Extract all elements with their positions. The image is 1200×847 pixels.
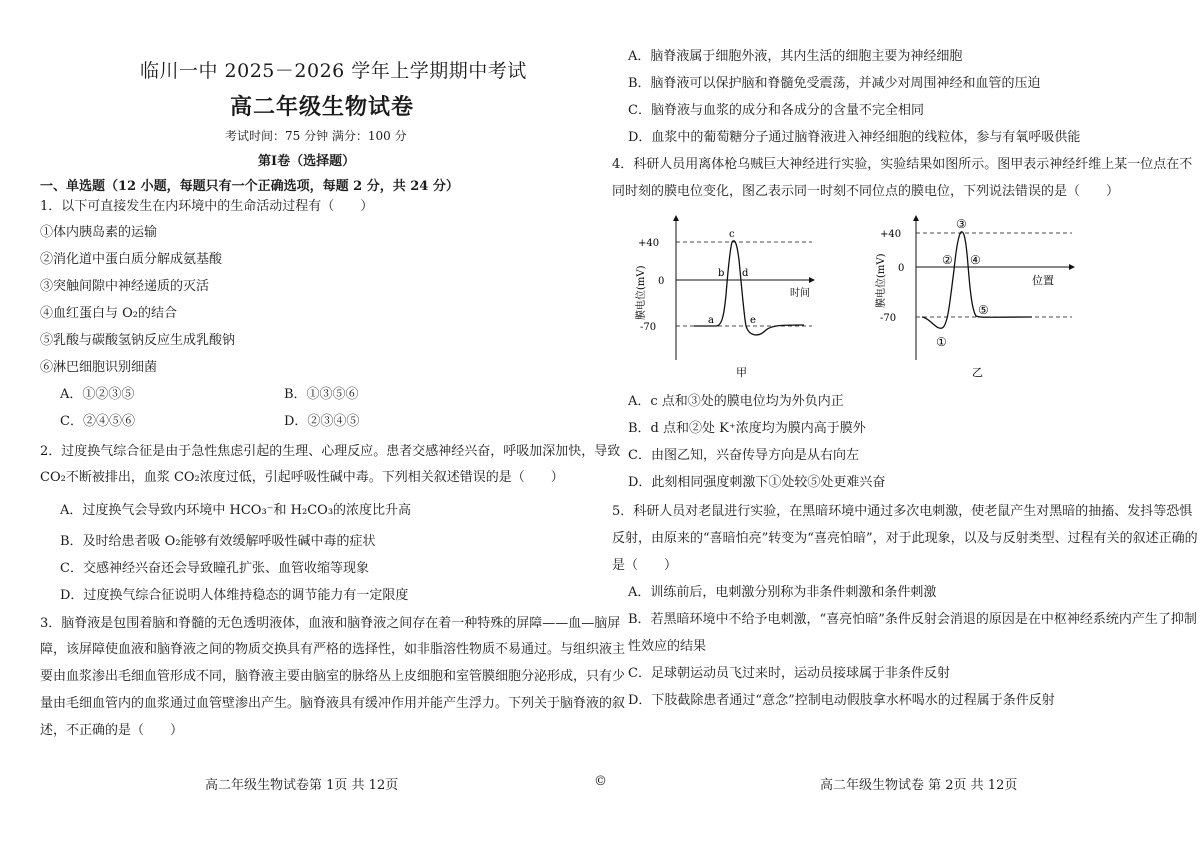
jia-ylabel: 膜电位(mV) (636, 265, 647, 320)
exam-title: 临川一中 2025－2026 学年上学期期中考试 (140, 60, 527, 82)
q4-option-a: A．c 点和③处的膜电位均为外负内正 (628, 394, 844, 409)
q3-stem-line: 要由血浆渗出毛细血管形成不同，脑脊液主要由脑室的脉络丛上皮细胞和室管膜细胞分泌形成，只有少 (40, 669, 626, 684)
q1-option-c: C．②④⑤⑥ (60, 414, 135, 429)
jia-point-e: e (750, 315, 756, 326)
section-heading: 一、单选题（12 小题，每题只有一个正确选项，每题 2 分，共 24 分） (40, 179, 459, 194)
q3-stem-line: 3．脑脊液是包围着脑和脊髓的无色透明液体，血液和脑脊液之间存在着一种特殊的屏障——血—脑屏 (40, 616, 621, 631)
jia-xlabel: 时间 (790, 288, 810, 299)
q1-item: ③突触间隙中神经递质的灭活 (40, 279, 210, 294)
q3-option-a: A．脑脊液属于细胞外液，其内生活的细胞主要为神经细胞 (628, 49, 963, 64)
q1-item: ⑤乳酸与碳酸氢钠反应生成乳酸钠 (40, 333, 236, 348)
figure-jia (632, 210, 832, 380)
right-column (612, 0, 1198, 847)
q2-option-d: D．过度换气综合征说明人体维持稳态的调节能力有一定限度 (60, 588, 409, 603)
q4-stem-line: 同时刻的膜电位变化，图乙表示同一时刻不同位点的膜电位，下列说法错误的是（ ） (612, 184, 1120, 199)
q5-stem-line: 反射，由原来的“喜暗怕亮”转变为“喜亮怕暗”，对于此现象，以及与反射类型、过程有关的叙述正确的 (612, 531, 1198, 546)
q3-stem-line: 量由毛细血管内的血浆通过血管壁渗出产生。脑脊液具有缓冲作用并能产生浮力。下列关于脑脊液的叙 (40, 696, 626, 711)
q5-stem-line: 是（ ） (612, 558, 678, 573)
jia-point-a: a (708, 315, 714, 326)
jia-point-d: d (742, 268, 749, 279)
part-heading: 第Ⅰ卷（选择题） (258, 154, 356, 169)
q5-option-d: D．下肢截除患者通过“意念”控制电动假肢拿水杯喝水的过程属于条件反射 (628, 693, 1055, 708)
jia-point-b: b (718, 268, 725, 279)
q5-stem-line: 5．科研人员对老鼠进行实验，在黑暗环境中通过多次电刺激，使老鼠产生对黑暗的抽搐、发抖等恐惧 (612, 504, 1193, 519)
q3-option-d: D．血浆中的葡萄糖分子通过脑脊液进入神经细胞的线粒体，参与有氧呼吸供能 (628, 130, 1081, 145)
q2-stem-line: CO₂不断被排出，血浆 CO₂浓度过低，引起呼吸性碱中毒。下列相关叙述错误的是（ ） (40, 470, 564, 485)
q1-item: ⑥淋巴细胞识别细菌 (40, 360, 158, 375)
footer-center: © (594, 774, 607, 789)
q5-option-b: B．若黑暗环境中不给予电刺激，“喜亮怕暗”条件反射会消退的原因是在中枢神经系统内产生了抑制 (628, 612, 1197, 627)
q5-option-a: A．训练前后，电刺激分别称为非条件刺激和条件刺激 (628, 585, 937, 600)
q2-option-b: B．及时给患者吸 O₂能够有效缓解呼吸性碱中毒的症状 (60, 534, 376, 549)
q3-stem-line: 述，不正确的是（ ） (40, 723, 184, 738)
q4-option-c: C．由图乙知，兴奋传导方向是从右向左 (628, 448, 859, 463)
q4-option-b: B．d 点和②处 K⁺浓度均为膜内高于膜外 (628, 421, 866, 436)
q1-stem: 1．以下可直接发生在内环境中的生命活动过程有（ ） (40, 199, 374, 214)
yi-tick-bottom: -70 (880, 313, 897, 324)
q2-stem-line: 2．过度换气综合征是由于急性焦虑引起的生理、心理反应。患者交感神经兴奋，呼吸加深加快，导致 (40, 444, 621, 459)
yi-caption: 乙 (972, 366, 983, 379)
q1-option-d: D．②③④⑤ (284, 414, 360, 429)
yi-point-5: ⑤ (978, 303, 989, 317)
jia-caption: 甲 (736, 366, 747, 379)
q4-option-d: D．此刻相同强度刺激下①处较⑤处更难兴奋 (628, 475, 886, 490)
q3-option-c: C．脑脊液与血浆的成分和各成分的含量不完全相同 (628, 103, 924, 118)
left-column (40, 0, 626, 847)
q4-stem-line: 4．科研人员用离体枪乌贼巨大神经进行实验，实验结果如图所示。图甲表示神经纤维上某一位点在不 (612, 157, 1193, 172)
q2-option-c: C．交感神经兴奋还会导致瞳孔扩张、血管收缩等现象 (60, 561, 369, 576)
yi-point-2: ② (942, 253, 953, 267)
jia-point-c: c (729, 229, 735, 240)
yi-xlabel: 位置 (1032, 274, 1054, 287)
footer-left: 高二年级生物试卷第 1页 共 12页 (205, 778, 399, 793)
q5-option-b-cont: 性效应的结果 (628, 639, 707, 654)
jia-tick-top: +40 (638, 238, 660, 249)
yi-curve (922, 232, 1032, 328)
footer-right: 高二年级生物试卷 第 2页 共 12页 (820, 778, 1018, 793)
exam-meta: 考试时间：75 分钟 满分：100 分 (225, 129, 407, 143)
yi-point-1: ① (936, 335, 947, 349)
yi-ylabel: 膜电位(mV) (876, 253, 887, 308)
q1-option-a: A．①②③⑤ (60, 387, 135, 402)
q3-stem-line: 障，该屏障使血液和脑脊液之间的物质交换具有严格的选择性，如非脂溶性物质不易通过。与组织液主 (40, 642, 626, 657)
q1-item: ④血红蛋白与 O₂的结合 (40, 306, 178, 321)
yi-point-4: ④ (970, 253, 981, 267)
figure-yi (872, 210, 1092, 380)
jia-tick-bottom: -70 (640, 322, 657, 333)
q1-item: ②消化道中蛋白质分解成氨基酸 (40, 252, 223, 267)
q3-option-b: B．脑脊液可以保护脑和脊髓免受震荡，并减少对周围神经和血管的压迫 (628, 76, 1041, 91)
yi-tick-top: +40 (880, 229, 902, 240)
q2-option-a: A．过度换气会导致内环境中 HCO₃⁻和 H₂CO₃的浓度比升高 (60, 503, 412, 518)
q1-item: ①体内胰岛素的运输 (40, 225, 158, 240)
exam-subtitle: 高二年级生物试卷 (230, 94, 415, 120)
yi-point-3: ③ (956, 217, 967, 231)
yi-tick-zero: 0 (898, 263, 905, 274)
q1-option-b: B．①③⑤⑥ (284, 387, 359, 402)
jia-tick-zero: 0 (658, 276, 665, 287)
q5-option-c: C．足球朝运动员飞过来时，运动员接球属于非条件反射 (628, 666, 950, 681)
